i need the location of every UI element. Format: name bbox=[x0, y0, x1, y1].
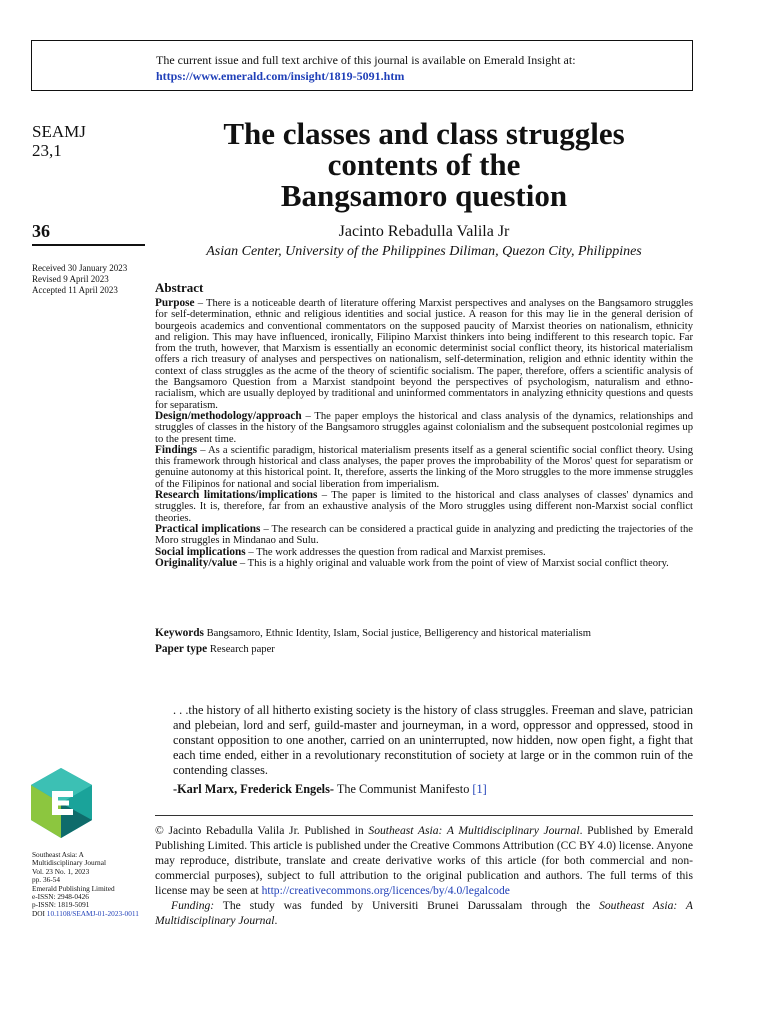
abstract-limitations bbox=[155, 490, 693, 524]
accepted-date: Accepted 11 April 2023 bbox=[32, 285, 118, 295]
abstract-body bbox=[155, 298, 693, 569]
funding-end: . bbox=[274, 914, 278, 927]
keywords-text: Bangsamoro, Ethnic Identity, Islam, Social justice, Belligerency and historical materialism bbox=[203, 628, 592, 639]
funding-text bbox=[155, 898, 693, 928]
title-line-1: The classes and class struggles bbox=[223, 116, 625, 151]
abstract-practical bbox=[155, 524, 693, 547]
revised-date: Revised 9 April 2023 bbox=[32, 274, 109, 284]
section-label: Social implications bbox=[155, 545, 246, 558]
funding-body: The study was funded by Universiti Brunei Darussalam through the bbox=[214, 899, 600, 912]
section-label: Purpose bbox=[155, 297, 195, 309]
license-block bbox=[155, 823, 693, 928]
section-label: Research limitations/implications bbox=[155, 489, 318, 502]
section-text: – The research can be considered a practical guide in analyzing and predicting the trajectories of the Moro struggles in Mindanao and Sulu. bbox=[155, 523, 693, 547]
journal-logo-icon bbox=[31, 768, 92, 838]
received-date: Received 30 January 2023 bbox=[32, 263, 128, 273]
section-text: – The paper employs the historical and class analysis of the dynamics, relationships and struggles of classes in the history of the Bangsamoro struggles against colonialism and the subsequent postcolonial regimes up to the present time. bbox=[155, 410, 693, 445]
journal-archive-banner bbox=[31, 40, 693, 91]
journal-url-link[interactable]: https://www.emerald.com/insight/1819-5091.htm bbox=[156, 69, 405, 83]
quote-authors: -Karl Marx, Frederick Engels- bbox=[173, 782, 334, 796]
section-text: – The work addresses the question from radical and Marxist premises. bbox=[245, 546, 546, 558]
archive-notice: The current issue and full text archive of this journal is available on Emerald Insight at: bbox=[156, 53, 576, 67]
journal-abbreviation bbox=[32, 122, 86, 160]
meta-line: p-ISSN: 1819-5091 bbox=[32, 900, 90, 910]
abstract-design bbox=[155, 411, 693, 445]
journal-meta bbox=[32, 851, 139, 918]
license-journal-name: Southeast Asia: A Multidisciplinary Journal bbox=[368, 824, 580, 837]
paper-type bbox=[155, 643, 693, 656]
reference-link[interactable]: [1] bbox=[472, 782, 487, 796]
paper-type-label: Paper type bbox=[155, 643, 208, 655]
meta-line: Emerald Publishing Limited bbox=[32, 883, 115, 893]
section-label: Originality/value bbox=[155, 556, 238, 569]
quote-attribution bbox=[173, 782, 487, 797]
journal-abbr-text: SEAMJ bbox=[32, 122, 86, 141]
meta-line: Vol. 23 No. 1, 2023 bbox=[32, 866, 90, 876]
section-text: – The paper is limited to the historical and class analyses of classes' dynamics and struggles. It is, therefore, far from an exhaustive analysis of the Moro struggles using different non-Marxist social conflict theories. bbox=[155, 490, 693, 524]
meta-line: Multidisciplinary Journal bbox=[32, 858, 106, 868]
license-part-1: © Jacinto Rebadulla Valila Jr. Published in bbox=[155, 824, 369, 837]
abstract-purpose bbox=[155, 298, 693, 411]
license-divider bbox=[155, 815, 693, 816]
section-text: – This is a highly original and valuable work from the point of view of Marxist social conflict theory. bbox=[237, 557, 669, 569]
section-text: – As a scientific paradigm, historical materialism presents itself as a general scientific social conflict theory. Using this framework through historical and class analyses, the paper proves the improbability of the Moros' quest for separatism or genuine autonomy at this historical point. It, therefore, asserts the linking of the Moro struggles to the more immense struggles of the Filipinos for national and social liberation from imperialism. bbox=[155, 444, 693, 490]
author-name: Jacinto Rebadulla Valila Jr bbox=[338, 223, 510, 240]
author-affiliation: Asian Center, University of the Philippines Diliman, Quezon City, Philippines bbox=[206, 244, 642, 259]
doi-link[interactable]: 10.1108/SEAMJ-01-2023-0011 bbox=[46, 908, 139, 918]
section-label: Findings bbox=[155, 443, 198, 456]
section-text: – There is a noticeable dearth of literature offering Marxist perspectives and analyses on the Bangsamoro struggles for self-determination, ethnic and religious identities and social justice. A reason for this may lie in the general derision of bourgeois academics and conventional commentators on the supposed paucity of Marxist theories on nationalism, ethnicity and religion. This may have influenced, ironically, Filipino Marxist thinkers into being indifferent to this research topic. Far from the truth, however, that Marxism is essentially an economic determinist social conflict theory, its historical materialism offers a rich treasury of analyses and perspectives on nationalism, self-determination, religion and ethnic identity within the context of class struggles as the acme of the theory of scientific socialism. The paper, therefore, offers a scientific analysis of the Bangsamoro Question from a Marxist standpoint beyond the perspectives of psychologism, naturalism and ethno-racialism, which are usually deployed by traditional and uninformed commentators in analyzing ethnicity questions and quests for separatism. bbox=[155, 298, 693, 411]
article-dates bbox=[32, 263, 127, 296]
funding-journal-name: Southeast Asia: A Multidisciplinary Journal bbox=[155, 899, 693, 927]
meta-line: e-ISSN: 2948-0426 bbox=[32, 892, 89, 902]
license-url-link[interactable]: http://creativecommons.org/licences/by/4.0/legalcode bbox=[261, 884, 510, 897]
doi-prefix: DOI bbox=[32, 908, 47, 918]
doi-line bbox=[32, 910, 139, 918]
page-number: 36 bbox=[32, 221, 50, 241]
abstract-originality bbox=[155, 558, 693, 569]
volume-issue: 23,1 bbox=[32, 141, 62, 160]
epigraph-quote: . . .the history of all hitherto existing society is the history of class struggles. Freeman and slave, patrician and plebeian, lord and serf, guild-master and journeyman, in a word, oppressor and oppressed, stood in constant opposition to one another, carried on an uninterrupted, now hidden, now open fight, a fight that each time ended, either in a revolutionary reconstitution of society at large or in the common ruin of the contending classes. bbox=[173, 703, 693, 777]
margin-divider bbox=[32, 244, 145, 246]
title-line-3: Bangsamoro question bbox=[280, 178, 568, 213]
funding-label: Funding: bbox=[171, 899, 215, 912]
article-title bbox=[160, 118, 688, 211]
keywords-label: Keywords bbox=[155, 627, 204, 639]
license-text bbox=[155, 823, 693, 898]
quote-source: The Communist Manifesto bbox=[333, 782, 473, 796]
abstract-heading: Abstract bbox=[155, 280, 204, 295]
meta-line: pp. 36-54 bbox=[32, 875, 60, 885]
title-line-2: contents of the bbox=[327, 147, 521, 182]
abstract-findings bbox=[155, 445, 693, 490]
section-label: Practical implications bbox=[155, 522, 261, 535]
section-label: Design/methodology/approach bbox=[155, 409, 302, 422]
meta-line: Southeast Asia: A bbox=[32, 850, 84, 859]
license-part-2: . Published by Emerald Publishing Limited. This article is published under the Creative Commons Attribution (CC BY 4.0) license. Anyone may reproduce, distribute, translate and create derivative works of this article (for both commercial and non-commercial purposes), subject to full attribution to the original publication and authors. The full terms of this license may be seen at bbox=[155, 824, 693, 897]
paper-type-text: Research paper bbox=[207, 644, 275, 655]
keywords bbox=[155, 627, 693, 640]
